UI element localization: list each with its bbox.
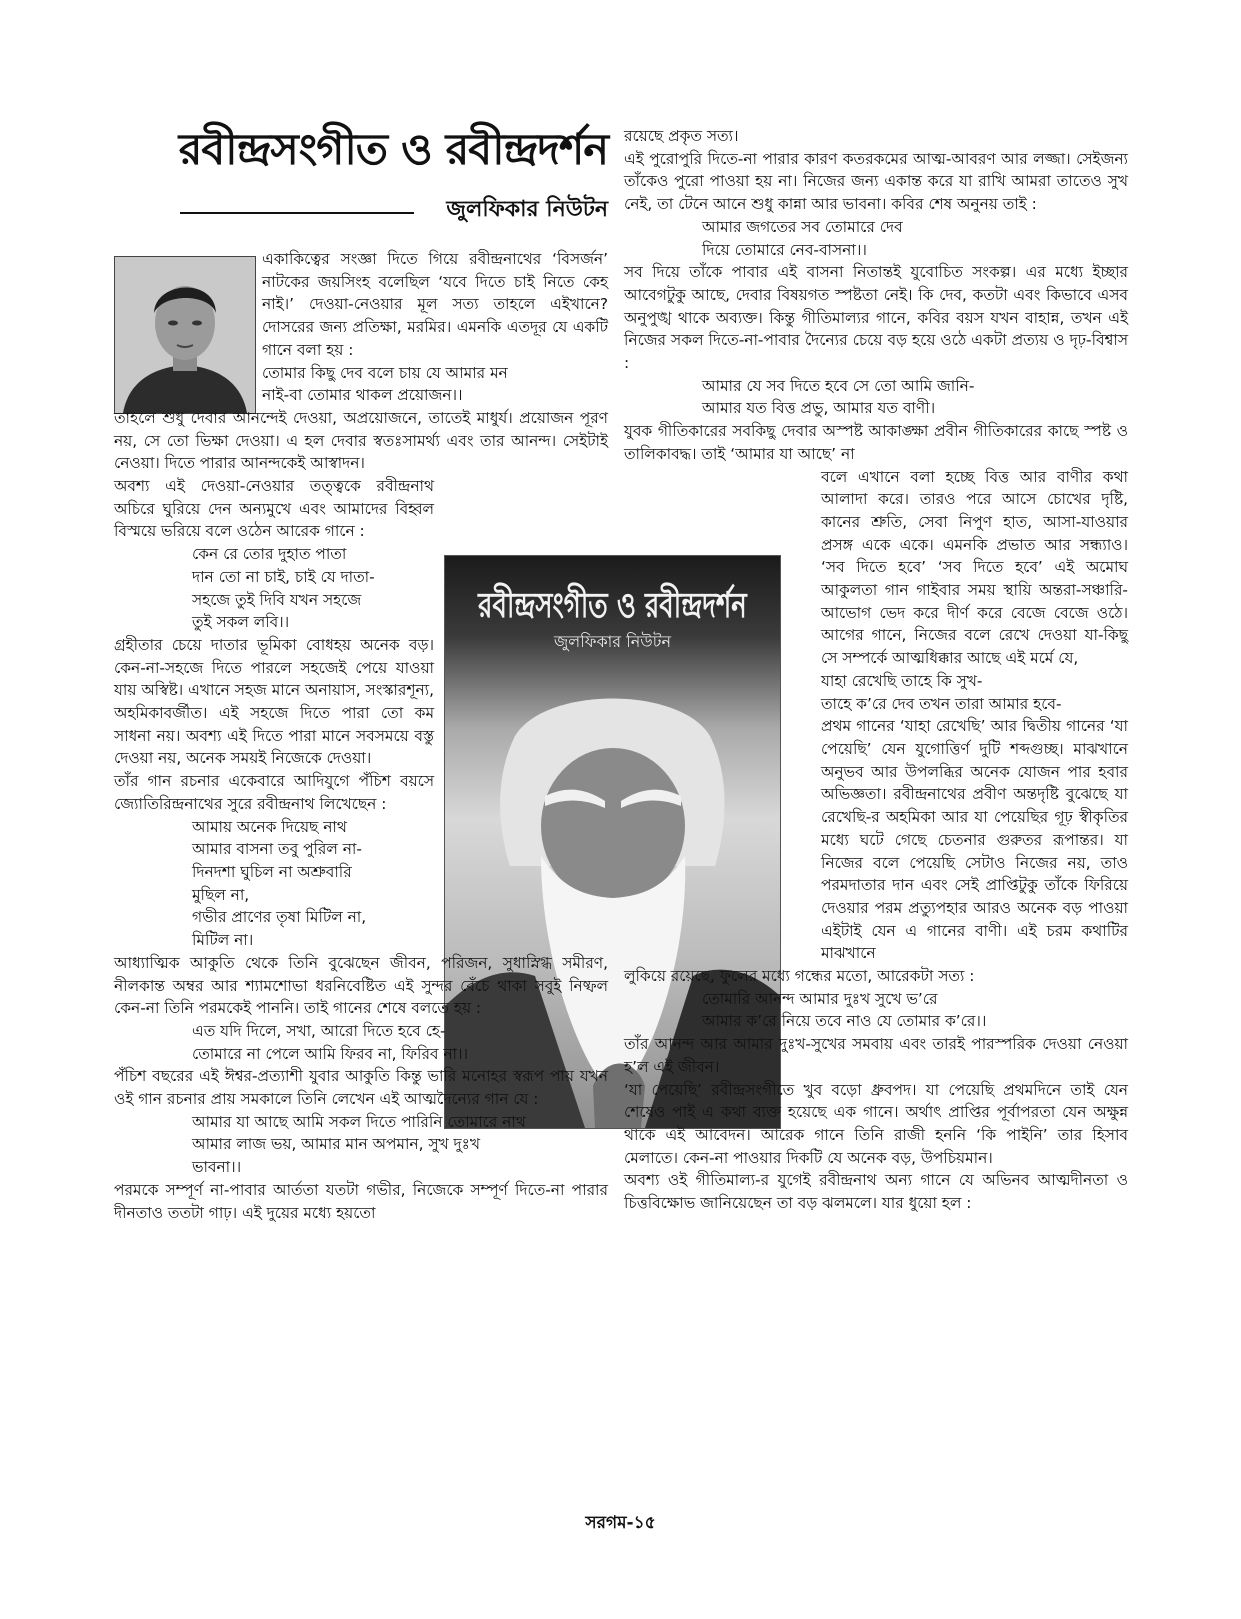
paragraph: লুকিয়ে রয়েছে, ফুলের মধ্যে গন্ধের মতো, আরেকটা সত্য : [624, 967, 975, 986]
page-number: সরগম-১৫ [585, 1513, 656, 1533]
verse-line: দিয়ে তোমারে নেব-বাসনা।। [702, 240, 867, 259]
verse-line: সহজে তুই দিবি যখন সহজে [192, 590, 362, 609]
verse-line: যাহা রেখেছি তাহে কি সুখ- [821, 671, 983, 690]
verse-line: তুই সকল লবি।। [192, 613, 290, 632]
verse-line: তাহে ক’রে দেব তখন তারা আমার হবে- [821, 694, 1062, 713]
verse-line: আমার জগতের সব তোমারে দেব [702, 217, 903, 236]
book-cover-title: রবীন্দ্রসংগীত ও রবীন্দ্রদর্শন [478, 586, 747, 627]
paragraph: পঁচিশ বছরের এই ঈশ্বর-প্রত্যাশী যুবার আকুতি কিন্তু ভারি মনোহর স্বরূপ পায় যখন ওই গান রচনার প্রায় সমকালে তিনি লেখেন এই আত্মদৈন্যের গান যে : [114, 1067, 608, 1109]
verse-line: আমার ক’রে নিয়ে তবে নাও যে তোমার ক’রে।। [702, 1012, 987, 1031]
paragraph: প্রথম গানের ‘যাহা রেখেছি’ আর দ্বিতীয় গানের ‘যা পেয়েছি’ যেন যুগোত্তির্ণ দুটি শব্দগুচ্ছ। মাঝখানে অনুভব আর উপলব্ধির অনেক যোজন পার হবার অভিজ্ঞতা। রবীন্দ্রনাথের প্রবীণ অন্তদৃষ্টি বুঝেছে যা রেখেছি-র অহমিকা আর যা পেয়েছির গূঢ় স্বীকৃতির মধ্যে ঘটে গেছে চেতনার গুরুতর রূপান্তর। যা নিজের বলে পেয়েছি সেটাও নিজের নয়, তাও পরমদাতার দান এবং সেই প্রাপ্তিটুকু তাঁকে ফিরিয়ে দেওয়ার পরম প্রত্যুপহার আরও অনেক বড় পাওয়া এইটাই যেন এ গানের বাণী। এই চরম কথাটির মাঝখানে [821, 717, 1128, 963]
paragraph: তাহলে শুধু দেবার আনন্দেই দেওয়া, অপ্রয়োজনে, তাতেই মাধুর্য। প্রয়োজন পূরণ নয়, সে তো ভিক্ষা দেওয়া। এ হল দেবার স্বতঃসামর্থ্য এবং তার আনন্দ। সেইটাই নেওয়া। দিতে পারার আনন্দকেই আস্বাদন। [114, 408, 608, 473]
paragraph: একাকিত্বের সংজ্ঞা দিতে গিয়ে রবীন্দ্রনাথের ‘বিসর্জন’ নাটকের জয়সিংহ বলেছিল ‘যবে দিতে চাই নিতে কেহ নাই।’ দেওয়া-নেওয়ার মূল সত্য তাহলে এইখানে? দোসরের জন্য প্রতিক্ষা, মরমির। এমনকি এতদূর যে একটি গানে বলা হয় : [262, 250, 608, 359]
verse-line: আমার যা আছে আমি সকল দিতে পারিনি তোমারে নাথ [192, 1112, 526, 1131]
verse-line: ভাবনা।। [192, 1158, 242, 1177]
paragraph: গ্রহীতার চেয়ে দাতার ভূমিকা বোধহয় অনেক বড়। কেন-না-সহজে দিতে পারলে সহজেই পেয়ে যাওয়া যায় অস্বিষ্ট। এখানে সহজ মানে অনায়াস, সংস্কারশূন্য, অহমিকাবর্জীত। এই সহজে দিতে পারা তো কম সাধনা নয়। অবশ্য এই দিতে পারা মানে সবসময়ে বস্তু দেওয়া নয়, অনেক সময়ই নিজেকে দেওয়া। [114, 635, 434, 768]
book-cover-author: জুলফিকার নিউটন [553, 632, 672, 651]
byline-rule [180, 212, 414, 214]
verse-line: দিনদশা ঘুচিল না অশ্রুবারি [192, 862, 352, 881]
right-column [624, 125, 1128, 1215]
paragraph: তাঁর গান রচনার একেবারে আদিযুগে পঁচিশ বয়সে জ্যোতিরিন্দ্রনাথের সুরে রবীন্দ্রনাথ লিখেছেন : [114, 772, 434, 813]
paragraph: এই পুরোপুরি দিতে-না পারার কারণ কতরকমের আত্ম-আবরণ আর লজ্জা। সেইজন্য তাঁকেও পুরো পাওয়া হয় না। নিজের জন্য একান্ত করে যা রাখি আমরা তাতেও সুখ নেই, তা টেনে আনে শুধু কান্না আর ভাবনা। কবির শেষ অনুনয় তাই : [624, 149, 1128, 214]
verse-line: গভীর প্রাণের তৃষা মিটিল না, [192, 908, 367, 927]
verse-line: তোমারি আনন্দ আমার দুঃখ সুখে ভ’রে [702, 989, 938, 1008]
verse-line: মুছিল না, [192, 885, 250, 904]
paragraph: তাঁর আনন্দ আর আমার দুঃখ-সুখের সমবায় এবং তারই পারস্পরিক দেওয়া নেওয়া হ’ল এই জীবন। [624, 1035, 1128, 1076]
paragraph: সব দিয়ে তাঁকে পাবার এই বাসনা নিতান্তই যুবোচিত সংকল্প। এর মধ্যে ইচ্ছার আবেগটুকু আছে, দেবার বিষয়গত স্পষ্টতা নেই। কি দেব, কতটা এবং কিভাবে এসব অনুপুঙ্খ থাকে অব্যক্ত। কিন্তু গীতিমাল্যর গানে, কবির বয়স যখন বাহান্ন, তখন এই নিজের সকল দিতে-না-পাবার দৈন্যের চেয়ে বড় হয়ে ওঠে একটা প্রত্যয় ও দৃঢ়-বিশ্বাস : [624, 263, 1128, 373]
paragraph: বলে এখানে বলা হচ্ছে বিত্ত আর বাণীর কথা আলাদা করে। তারও পরে আসে চোখের দৃষ্টি, কানের শ্রুতি, সেবা নিপুণ হাত, আসা-যাওয়ার প্রসঙ্গ একে একে। এমনকি প্রভাত আর সন্ধ্যাও। ‘সব দিতে হবে’ ‘সব দিতে হবে’ এই অমোঘ আকুলতা গান গাইবার সময় স্থায়ি অন্তরা-সঞ্চারি-আভোগ ভেদ করে দীর্ণ করে বেজে বেজে ওঠে। আগের গানে, নিজের বলে রেখে দেওয়া যা-কিছু সে সম্পর্কে আত্মধিক্কার আছে এই মর্মে যে, [821, 467, 1128, 668]
paragraph: পরমকে সম্পূর্ণ না-পাবার আর্ততা যতটা গভীর, নিজেকে সম্পূর্ণ দিতে-না পারার দীনতাও ততটা গাঢ়। এই দুয়ের মধ্যে হয়তো [114, 1180, 608, 1222]
left-column [114, 248, 608, 1224]
paragraph: আধ্যাত্মিক আকুতি থেকে তিনি বুঝেছেন জীবন, পরিজন, সুধাস্নিগ্ধ সমীরণ, নীলকান্ত অম্বর আর শ্যামশোভা ধরনিবেষ্টিত এই সুন্দর বেঁচে থাকা সবুই নিষ্ফল কেন-না তিনি পরমকেই পাননি। তাই গানের শেষে বলতে হয় : [114, 953, 608, 1018]
paragraph: ‘যা পেয়েছি’ রবীন্দ্রসংগীতে খুব বড়ো ধ্রুবপদ। যা পেয়েছি প্রথমদিনে তাই যেন শেষেও পাই এ কথা ব্যক্ত হয়েছে এক গানে। অর্থাৎ প্রাপ্তির পূর্বাপরতা যেন অক্ষুন্ন থাকে এই আবেদন। আরেক গানে তিনি রাজী হননি ‘কি পাইনি’ তার হিসাব মেলাতে। কেন-না পাওয়ার দিকটি যে অনেক বড়, উপচিয়মান। [624, 1080, 1128, 1167]
verse-line: আমার লাজ ভয়, আমার মান অপমান, সুখ দুঃখ [192, 1135, 480, 1154]
verse-line: আমায় অনেক দিয়েছ নাথ [192, 817, 347, 836]
paragraph: অবশ্য ওই গীতিমাল্য-র যুগেই রবীন্দ্রনাথ অন্য গানে যে অভিনব আত্মদীনতা ও চিত্তবিক্ষোভ জানিয়েছেন তা বড় ঝলমলে। যার ধুয়ো হল : [624, 1171, 1128, 1213]
verse-line: তোমার কিছু দেব বলে চায় যে আমার মন [262, 363, 508, 382]
verse-line: তোমারে না পেলে আমি ফিরব না, ফিরিব না।। [192, 1044, 469, 1063]
verse-line: কেন রে তোর দুহাত পাতা [192, 545, 347, 564]
paragraph: রয়েছে প্রকৃত সত্য। [624, 127, 739, 145]
paragraph: অবশ্য এই দেওয়া-নেওয়ার তত্ত্বকে রবীন্দ্রনাথ অচিরে ঘুরিয়ে দেন অন্যমুখে এবং আমাদের বিহ্বল বিস্ময়ে ভরিয়ে বলে ওঠেন আরেক গানে : [114, 477, 434, 541]
verse-line: নাই-বা তোমার থাকল প্রয়োজন।। [262, 386, 463, 405]
author-byline: জুলফিকার নিউটন [446, 197, 608, 222]
article-title: রবীন্দ্রসংগীত ও রবীন্দ্রদর্শন [178, 125, 608, 175]
verse-line: আমার যত বিত্ত প্রভু, আমার যত বাণী। [702, 399, 936, 418]
verse-line: দান তো না চাই, চাই যে দাতা- [192, 567, 375, 586]
paragraph: যুবক গীতিকারের সবকিছু দেবার অস্পষ্ট আকাঙ্ক্ষা প্রবীন গীতিকারের কাছে স্পষ্ট ও তালিকাবদ্ধ। তাই ‘আমার যা আছে’ না [624, 422, 1128, 463]
verse-line: এত যদি দিলে, সখা, আরো দিতে হবে হে- [192, 1021, 446, 1040]
verse-line: আমার যে সব দিতে হবে সে তো আমি জানি- [702, 376, 975, 395]
verse-line: মিটিল না। [192, 931, 254, 950]
verse-line: আমার বাসনা তবু পুরিল না- [192, 840, 362, 859]
